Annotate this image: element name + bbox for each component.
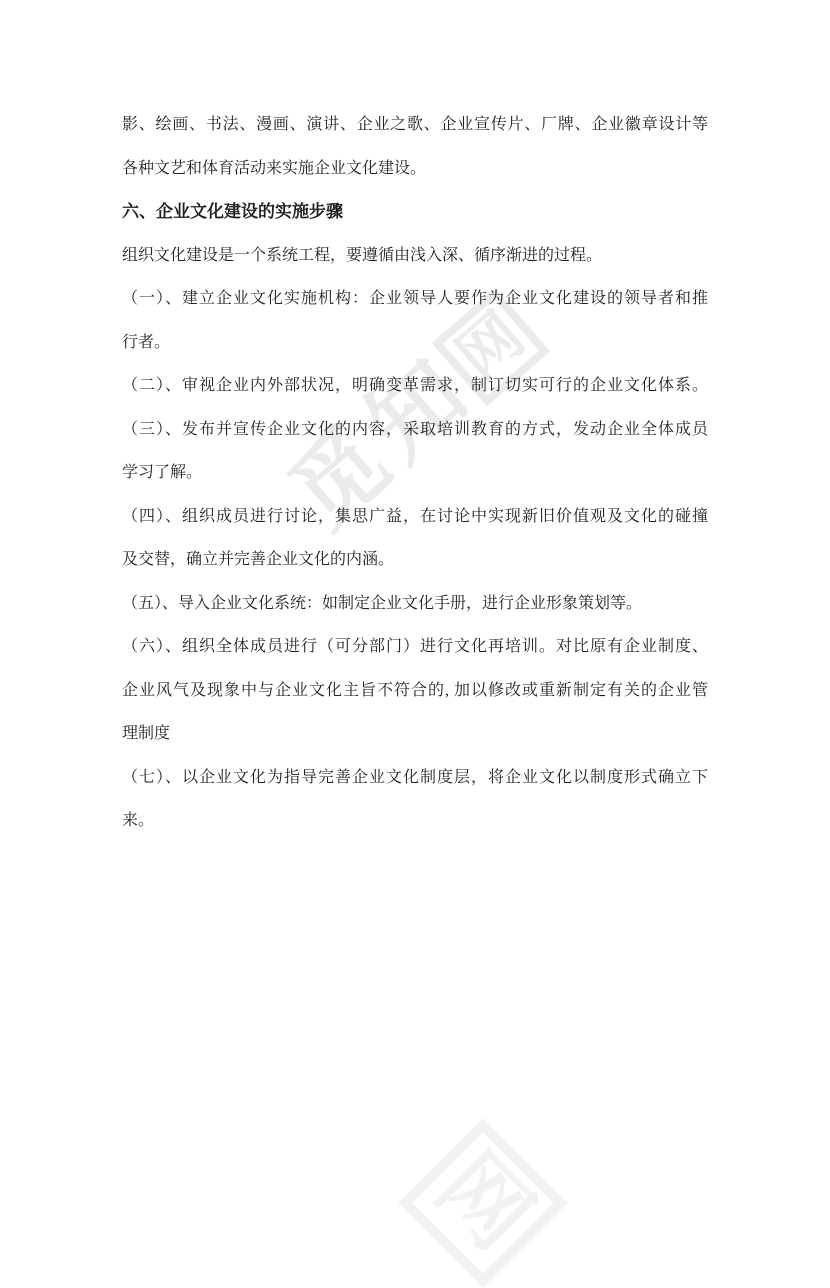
text-line: 学习了解。 xyxy=(122,464,203,481)
text-line: （七）、以企业文化为指导完善企业文化制度层，将企业文化以制度形式确立下 xyxy=(122,768,708,786)
watermark-char: 网 xyxy=(417,1137,549,1269)
mizhiwang-watermark-bottom xyxy=(398,1118,568,1288)
text-line: （六）、组织全体成员进行（可分部门）进行文化再培训。对比原有企业制度、 xyxy=(122,638,708,655)
text-line: （一）、建立企业文化实施机构：企业领导人要作为企业文化建设的领导者和推 xyxy=(122,290,708,307)
text-line: 影、绘画、书法、漫画、演讲、企业之歌、企业宣传片、厂牌、企业徽章设计等 xyxy=(122,116,708,133)
text-line: （三）、发布并宣传企业文化的内容，采取培训教育的方式，发动企业全体成员 xyxy=(122,420,708,438)
text-line: 来。 xyxy=(122,812,155,829)
text-line: （五）、导入企业文化系统：如制定企业文化手册，进行企业形象策划等。 xyxy=(122,594,643,612)
text-line: （四）、组织成员进行讨论，集思广益，在讨论中实现新旧价值观及文化的碰撞 xyxy=(122,507,708,525)
document-body xyxy=(122,103,708,843)
text-line: 理制度 xyxy=(122,725,171,742)
text-line: 企业风气及现象中与企业文化主旨不符合的, 加以修改或重新制定有关的企业管 xyxy=(122,681,708,699)
watermark-char: 觅 xyxy=(271,409,409,547)
text-line: （二）、审视企业内外部状况，明确变革需求，制订切实可行的企业文化体系。 xyxy=(122,377,708,394)
watermark-char: 知 xyxy=(348,342,486,481)
text-line: 及交替，确立并完善企业文化的内涵。 xyxy=(122,551,395,568)
section-heading: 六、企业文化建设的实施步骤 xyxy=(122,202,343,221)
text-line: 行者。 xyxy=(122,333,171,351)
text-line: 各种文艺和体育活动来实施企业文化建设。 xyxy=(122,159,427,177)
text-line: 组织文化建设是一个系统工程，要遵循由浅入深、循序渐进的过程。 xyxy=(122,246,603,264)
watermark-char: 网 xyxy=(445,301,537,394)
